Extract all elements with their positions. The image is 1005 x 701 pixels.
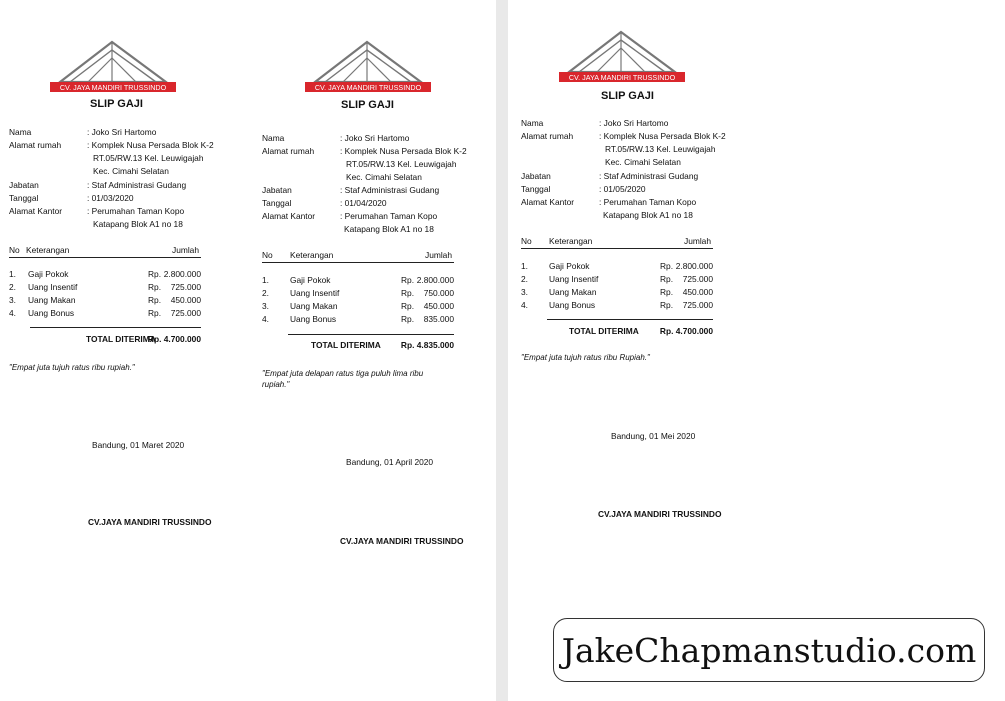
table-row: 3. Uang Makan Rp. 450.000: [9, 295, 201, 305]
place-date: Bandung, 01 Mei 2020: [611, 431, 696, 441]
amount-in-words: "Empat juta tujuh ratus ribu rupiah.": [9, 363, 135, 372]
address-line: RT.05/RW.13 Kel. Leuwigajah: [93, 153, 204, 163]
slip-title: SLIP GAJI: [341, 99, 394, 111]
page-gutter: [496, 0, 508, 701]
watermark-badge: JakeChapmanstudio.com: [553, 618, 985, 682]
place-date: Bandung, 01 Maret 2020: [92, 440, 185, 450]
company-logo: [303, 38, 433, 94]
table-row: 2. Uang Insentif Rp. 750.000: [262, 288, 454, 298]
roof-truss-icon: [48, 38, 178, 94]
office-address-line: Katapang Blok A1 no 18: [603, 210, 693, 220]
logo-text: CV. JAYA MANDIRI TRUSSINDO: [314, 83, 422, 92]
table-header: No Keterangan Jumlah: [521, 236, 713, 249]
company-logo: [48, 38, 178, 94]
table-row: 2. Uang Insentif Rp. 725.000: [521, 274, 713, 284]
table-row: 2. Uang Insentif Rp. 725.000: [9, 282, 201, 292]
table-row: 1. Gaji Pokok Rp. 2.800.000: [262, 275, 454, 285]
address-line: Kec. Cimahi Selatan: [605, 157, 681, 167]
total-divider: [288, 334, 454, 335]
table-row: 1. Gaji Pokok Rp. 2.800.000: [521, 261, 713, 271]
logo-text: CV. JAYA MANDIRI TRUSSINDO: [568, 73, 676, 82]
table-row: 3. Uang Makan Rp. 450.000: [262, 301, 454, 311]
address-line: Kec. Cimahi Selatan: [93, 166, 169, 176]
company-signature: CV.JAYA MANDIRI TRUSSINDO: [88, 517, 212, 527]
office-address-line: Katapang Blok A1 no 18: [93, 219, 183, 229]
table-row: 4. Uang Bonus Rp. 725.000: [9, 308, 201, 318]
roof-truss-icon: [557, 28, 687, 84]
table-row: 1. Gaji Pokok Rp. 2.800.000: [9, 269, 201, 279]
table-row: 4. Uang Bonus Rp. 835.000: [262, 314, 454, 324]
slip-title: SLIP GAJI: [90, 98, 143, 110]
roof-truss-icon: [303, 38, 433, 94]
office-address-line: Katapang Blok A1 no 18: [344, 224, 434, 234]
total-divider: [547, 319, 713, 320]
company-logo: [557, 28, 687, 84]
company-signature: CV.JAYA MANDIRI TRUSSINDO: [598, 509, 722, 519]
slip-title: SLIP GAJI: [601, 90, 654, 102]
logo-text: CV. JAYA MANDIRI TRUSSINDO: [59, 83, 167, 92]
total-divider: [30, 327, 201, 328]
table-header: No Keterangan Jumlah: [262, 250, 454, 263]
table-row: 4. Uang Bonus Rp. 725.000: [521, 300, 713, 310]
amount-in-words: "Empat juta tujuh ratus ribu Rupiah.": [521, 353, 650, 362]
company-signature: CV.JAYA MANDIRI TRUSSINDO: [340, 536, 464, 546]
place-date: Bandung, 01 April 2020: [346, 457, 434, 467]
amount-in-words: "Empat juta delapan ratus tiga puluh lima ribu rupiah.": [262, 369, 424, 389]
address-line: RT.05/RW.13 Kel. Leuwigajah: [346, 159, 457, 169]
address-line: Kec. Cimahi Selatan: [346, 172, 422, 182]
address-line: RT.05/RW.13 Kel. Leuwigajah: [605, 144, 716, 154]
table-header: No Keterangan Jumlah: [9, 245, 201, 258]
table-row: 3. Uang Makan Rp. 450.000: [521, 287, 713, 297]
